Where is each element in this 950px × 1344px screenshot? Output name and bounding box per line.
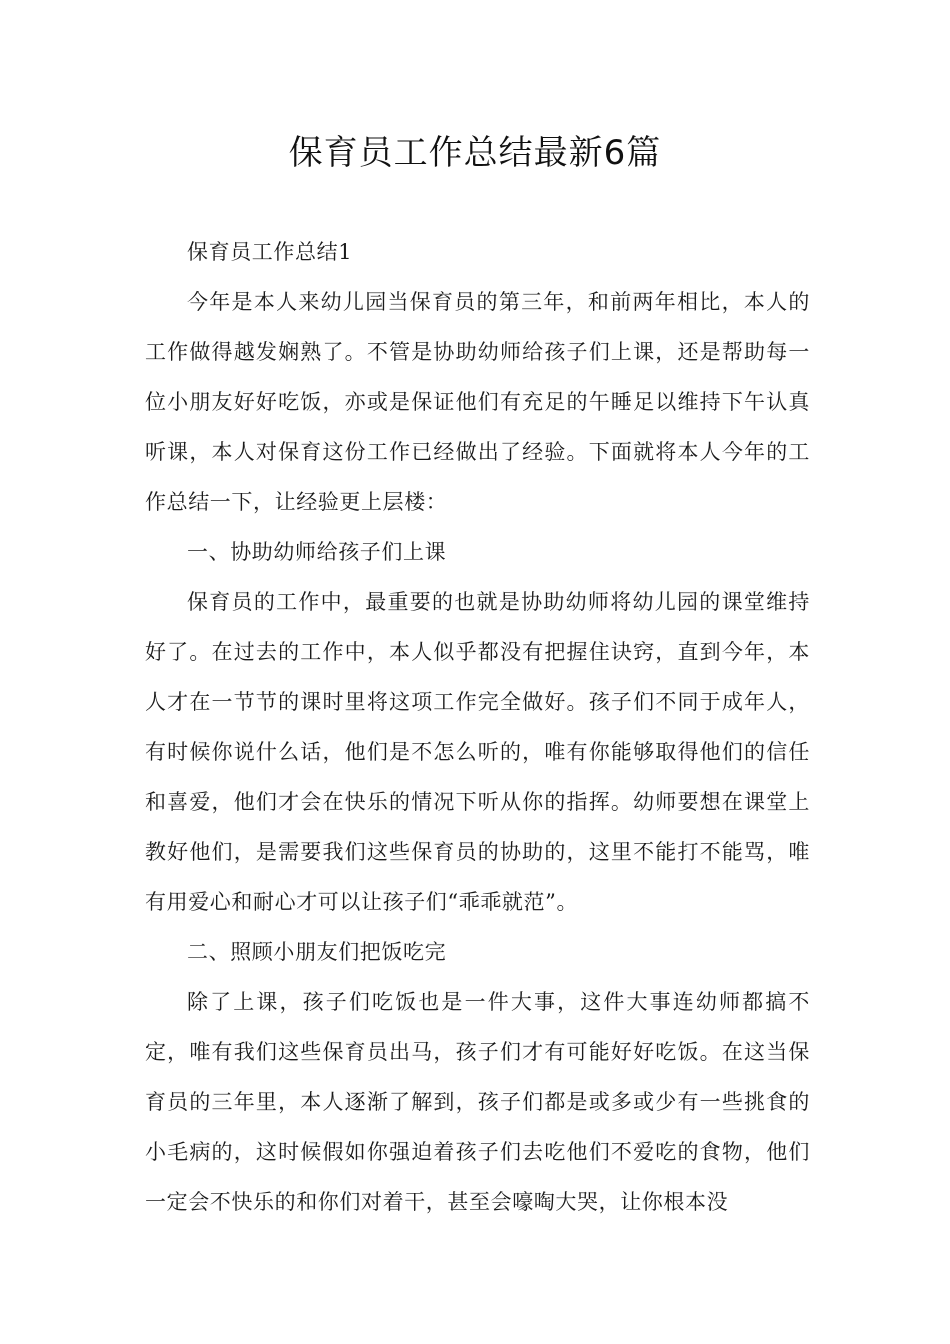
subheading-assist-teacher: 一、协助幼师给孩子们上课 xyxy=(187,540,447,564)
section-heading-1: 保育员工作总结1 xyxy=(187,240,353,264)
paragraph-meals: 除了上课，孩子们吃饭也是一件大事，这件大事连幼师都搞不定，唯有我们这些保育员出马，孩子们才有可能好好吃饭。在这当保育员的三年里，本人逐渐了解到，孩子们都是或多或少有一些挑食的小毛病的，这时候假如你强迫着孩子们去吃他们不爱吃的食物，他们一定会不快乐的和你们对着干，甚至会嚎啕大哭，让你根本没 xyxy=(145,990,810,1214)
document-title: 保育员工作总结最新6篇 xyxy=(288,133,662,173)
paragraph-intro: 今年是本人来幼儿园当保育员的第三年，和前两年相比，本人的工作做得越发娴熟了。不管是协助幼师给孩子们上课，还是帮助每一位小朋友好好吃饭，亦或是保证他们有充足的午睡足以维持下午认真听课，本人对保育这份工作已经做出了经验。下面就将本人今年的工作总结一下，让经验更上层楼： xyxy=(145,290,810,514)
document-body xyxy=(145,227,810,1227)
paragraph-assist-teacher: 保育员的工作中，最重要的也就是协助幼师将幼儿园的课堂维持好了。在过去的工作中，本人似乎都没有把握住诀窍，直到今年，本人才在一节节的课时里将这项工作完全做好。孩子们不同于成年人，有时候你说什么话，他们是不怎么听的，唯有你能够取得他们的信任和喜爱，他们才会在快乐的情况下听从你的指挥。幼师要想在课堂上教好他们，是需要我们这些保育员的协助的，这里不能打不能骂，唯有用爱心和耐心才可以让孩子们“乖乖就范”。 xyxy=(145,590,810,914)
subheading-meals: 二、照顾小朋友们把饭吃完 xyxy=(187,940,447,964)
